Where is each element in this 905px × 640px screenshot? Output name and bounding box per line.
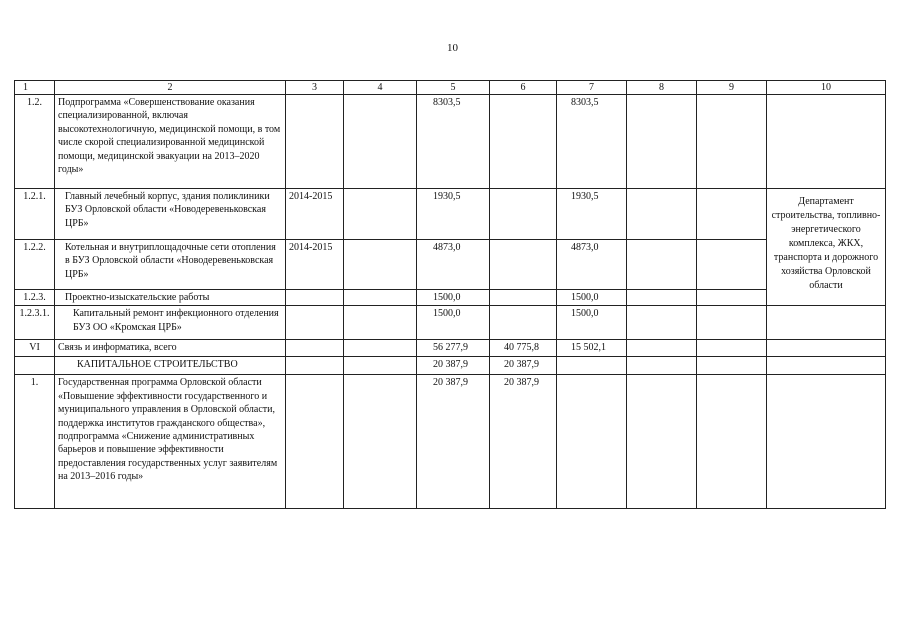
- row-name: Главный лечебный корпус, здания поликлиники БУЗ Орловской области «Новодеревеньковская ЦРБ»: [55, 189, 286, 240]
- cell-col8: [627, 189, 697, 240]
- table-row: [15, 306, 886, 340]
- cell-col3: 2014-2015: [286, 189, 344, 240]
- row-name: Государственная программа Орловской области «Повышение эффективности государственного и муниципального управления в Орловской области, поддержка институтов гражданского общества», подпрограмма «Снижение административных барьеров и повышение эффективности предоставления государственных услуг заявителям на 2013–2016 годы»: [55, 375, 286, 509]
- cell-col4: [344, 240, 417, 290]
- cell-col6: [490, 306, 557, 340]
- cell-col5: 20 387,9: [417, 357, 490, 375]
- cell-col6: 40 775,8: [490, 340, 557, 357]
- header-cell: 10: [767, 81, 886, 95]
- cell-col8: [627, 306, 697, 340]
- responsible-department: Департамент строительства, топливно-энергетического комплекса, ЖКХ, транспорта и дорожного хозяйства Орловской области: [767, 189, 886, 306]
- cell-col3: [286, 306, 344, 340]
- cell-col6: [490, 240, 557, 290]
- header-cell: 9: [697, 81, 767, 95]
- cell-col7: [557, 357, 627, 375]
- cell-col3: [286, 340, 344, 357]
- cell-col7: [557, 375, 627, 509]
- cell-col4: [344, 290, 417, 306]
- header-cell: 1: [15, 81, 55, 95]
- cell-col9: [697, 189, 767, 240]
- row-number: VI: [15, 340, 55, 357]
- table-row: [15, 357, 886, 375]
- table-row: [15, 290, 886, 306]
- header-cell: 4: [344, 81, 417, 95]
- cell-col3: [286, 290, 344, 306]
- cell-col4: [344, 375, 417, 509]
- cell-col10: [767, 340, 886, 357]
- table-row: [15, 189, 886, 240]
- page-number: 10: [447, 42, 458, 54]
- row-name: Капитальный ремонт инфекционного отделения БУЗ ОО «Кромская ЦРБ»: [55, 306, 286, 340]
- row-number: 1.2.2.: [15, 240, 55, 290]
- header-cell: 8: [627, 81, 697, 95]
- cell-col9: [697, 306, 767, 340]
- header-cell: 2: [55, 81, 286, 95]
- cell-col9: [697, 290, 767, 306]
- table-row: [15, 375, 886, 509]
- cell-col10: [767, 95, 886, 189]
- cell-col3: 2014-2015: [286, 240, 344, 290]
- cell-col9: [697, 375, 767, 509]
- cell-col4: [344, 306, 417, 340]
- row-number: 1.: [15, 375, 55, 509]
- header-row: [15, 81, 886, 95]
- cell-col5: 1500,0: [417, 290, 490, 306]
- row-name: Проектно-изыскательские работы: [55, 290, 286, 306]
- row-name: Связь и информатика, всего: [55, 340, 286, 357]
- header-cell: 6: [490, 81, 557, 95]
- cell-col5: 1930,5: [417, 189, 490, 240]
- header-cell: 3: [286, 81, 344, 95]
- cell-col9: [697, 95, 767, 189]
- cell-col7: 1500,0: [557, 290, 627, 306]
- row-name: Котельная и внутриплощадочные сети отопления в БУЗ Орловской области «Новодеревеньковская ЦРБ»: [55, 240, 286, 290]
- cell-col3: [286, 95, 344, 189]
- cell-col7: 1930,5: [557, 189, 627, 240]
- cell-col8: [627, 95, 697, 189]
- cell-col5: 8303,5: [417, 95, 490, 189]
- cell-col7: 1500,0: [557, 306, 627, 340]
- row-number: 1.2.3.: [15, 290, 55, 306]
- row-number: [15, 357, 55, 375]
- cell-col8: [627, 340, 697, 357]
- table-row: [15, 240, 886, 290]
- row-name: Подпрограмма «Совершенствование оказания специализированной, включая высокотехнологичную, медицинской помощи, в том числе скорой специализированной медицинской помощи, медицинской эвакуации на 2013–2020 годы»: [55, 95, 286, 189]
- cell-col6: 20 387,9: [490, 375, 557, 509]
- cell-col4: [344, 189, 417, 240]
- cell-col10: [767, 306, 886, 340]
- cell-col9: [697, 240, 767, 290]
- cell-col6: [490, 290, 557, 306]
- cell-col4: [344, 357, 417, 375]
- cell-col4: [344, 340, 417, 357]
- cell-col7: 4873,0: [557, 240, 627, 290]
- cell-col7: 8303,5: [557, 95, 627, 189]
- table-row: [15, 95, 886, 189]
- header-cell: 7: [557, 81, 627, 95]
- cell-col9: [697, 340, 767, 357]
- row-name: КАПИТАЛЬНОЕ СТРОИТЕЛЬСТВО: [55, 357, 286, 375]
- cell-col5: 20 387,9: [417, 375, 490, 509]
- table-row: [15, 340, 886, 357]
- cell-col3: [286, 375, 344, 509]
- cell-col8: [627, 375, 697, 509]
- program-table: [14, 80, 886, 509]
- cell-col10: [767, 357, 886, 375]
- row-number: 1.2.3.1.: [15, 306, 55, 340]
- cell-col10: [767, 375, 886, 509]
- cell-col6: [490, 189, 557, 240]
- cell-col3: [286, 357, 344, 375]
- cell-col9: [697, 357, 767, 375]
- cell-col8: [627, 240, 697, 290]
- row-number: 1.2.: [15, 95, 55, 189]
- cell-col5: 1500,0: [417, 306, 490, 340]
- row-number: 1.2.1.: [15, 189, 55, 240]
- cell-col4: [344, 95, 417, 189]
- header-cell: 5: [417, 81, 490, 95]
- cell-col8: [627, 357, 697, 375]
- cell-col5: 4873,0: [417, 240, 490, 290]
- cell-col5: 56 277,9: [417, 340, 490, 357]
- cell-col6: [490, 95, 557, 189]
- cell-col8: [627, 290, 697, 306]
- cell-col6: 20 387,9: [490, 357, 557, 375]
- cell-col7: 15 502,1: [557, 340, 627, 357]
